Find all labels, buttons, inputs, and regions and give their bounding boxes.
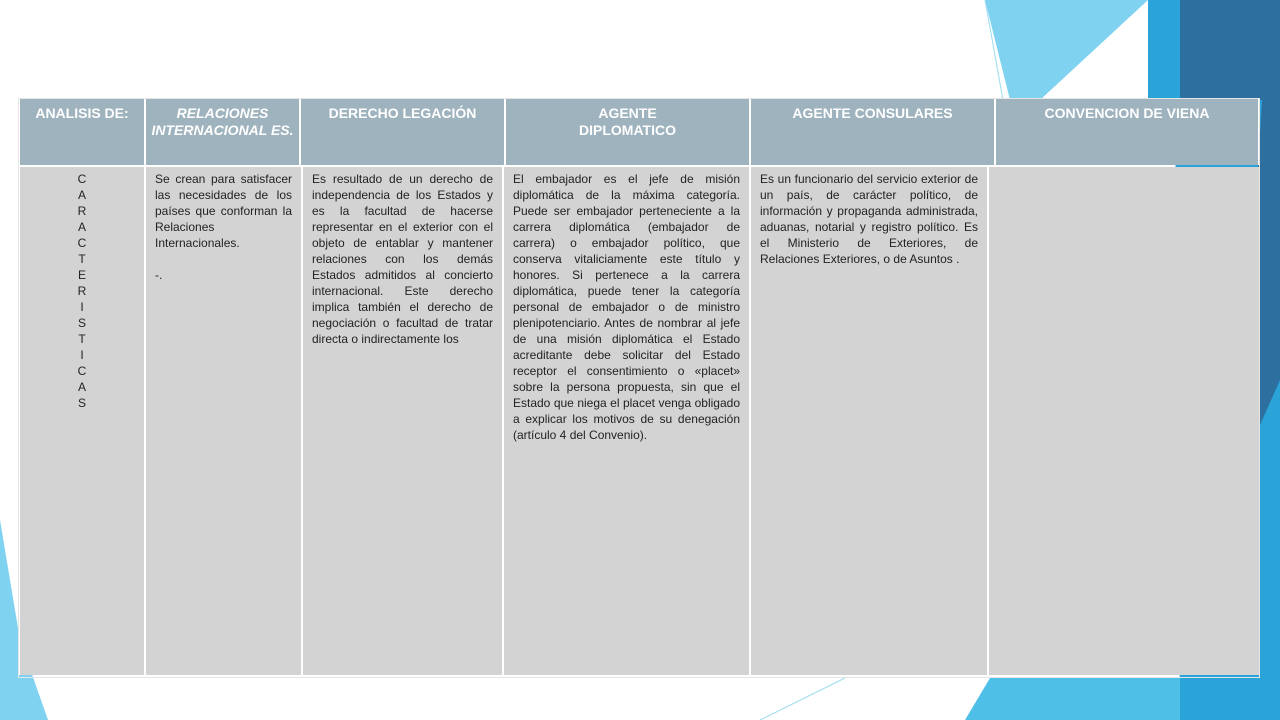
row-label-letter: C bbox=[77, 172, 87, 186]
cell-agente-diplomatico: El embajador es el jefe de misión diplomática de la máxima categoría. Puede ser embajador perteneciente a la carrera diplomática (embajador de carrera) o embajador político, que conserva vitaliciamente este título y honores. Si pertenece a la carrera diplomática, puede tener la categoría personal de embajador o de ministro plenipotenciario. Antes de nombrar al jefe de una misión diplomática el Estado acreditante debe solicitar del Estado receptor el consentimiento o «placet» sobre la persona propuesta, sin que el Estado que niega el placet venga obligado a explicar los motivos de su denegación (artículo 4 del Convenio). bbox=[504, 167, 751, 675]
characteristics-table bbox=[18, 98, 1260, 678]
row-label-letter: C bbox=[77, 364, 87, 378]
deco-thin-line-bottom bbox=[760, 678, 845, 720]
cell-relaciones-text: Se crean para satisfacer las necesidades de los países que conforman la Relaciones Internacionales. bbox=[155, 172, 292, 250]
header-analisis: ANALISIS DE: bbox=[18, 98, 146, 165]
cell-agente-consulares: Es un funcionario del servicio exterior de un país, de carácter político, de información y propaganda administrada, aduanas, notarial y registro político. Es el Ministerio de Exteriores, de Relaciones Exteriores, o de Asuntos . bbox=[751, 167, 989, 675]
row-label-caracteristicas bbox=[18, 167, 146, 675]
cell-derecho-legacion: Es resultado de un derecho de independencia de los Estados y es la facultad de hacerse representar en el exterior con el objeto de entablar y mantener relaciones con los demás Estados admitidos al concierto internacional. Este derecho implica también el derecho de negociación o facultad de tratar directa o indirectamente los bbox=[303, 167, 504, 675]
row-label-letter: T bbox=[78, 332, 86, 346]
header-derecho-legacion: DERECHO LEGACIÓN bbox=[301, 98, 506, 165]
row-label-letter: A bbox=[77, 188, 86, 202]
header-agente-consulares: AGENTE CONSULARES bbox=[751, 98, 996, 165]
header-convencion-viena: CONVENCION DE VIENA bbox=[996, 98, 1260, 165]
row-label-letter: E bbox=[77, 268, 86, 282]
row-label-letter: R bbox=[77, 204, 87, 218]
row-label-letter: A bbox=[77, 380, 86, 394]
header-relaciones: RELACIONES INTERNACIONAL ES. bbox=[146, 98, 301, 165]
cell-relaciones bbox=[146, 167, 303, 675]
row-label-letter: R bbox=[77, 284, 87, 298]
header-agente-diplomatico: AGENTE DIPLOMATICO bbox=[506, 98, 751, 165]
deco-shape-bottom-right bbox=[965, 678, 1180, 720]
row-label-letter: I bbox=[80, 348, 84, 362]
row-label-letter: S bbox=[77, 316, 86, 330]
row-label-letter: S bbox=[77, 396, 86, 410]
row-label-letter: A bbox=[77, 220, 86, 234]
row-label-letter: I bbox=[80, 300, 84, 314]
cell-convencion-viena bbox=[989, 167, 1260, 675]
deco-shape-light-top bbox=[985, 0, 1148, 100]
table-row bbox=[18, 167, 1260, 675]
row-label-letter: T bbox=[78, 252, 86, 266]
row-label-letter: C bbox=[77, 236, 87, 250]
cell-relaciones-extra: -. bbox=[155, 268, 163, 282]
